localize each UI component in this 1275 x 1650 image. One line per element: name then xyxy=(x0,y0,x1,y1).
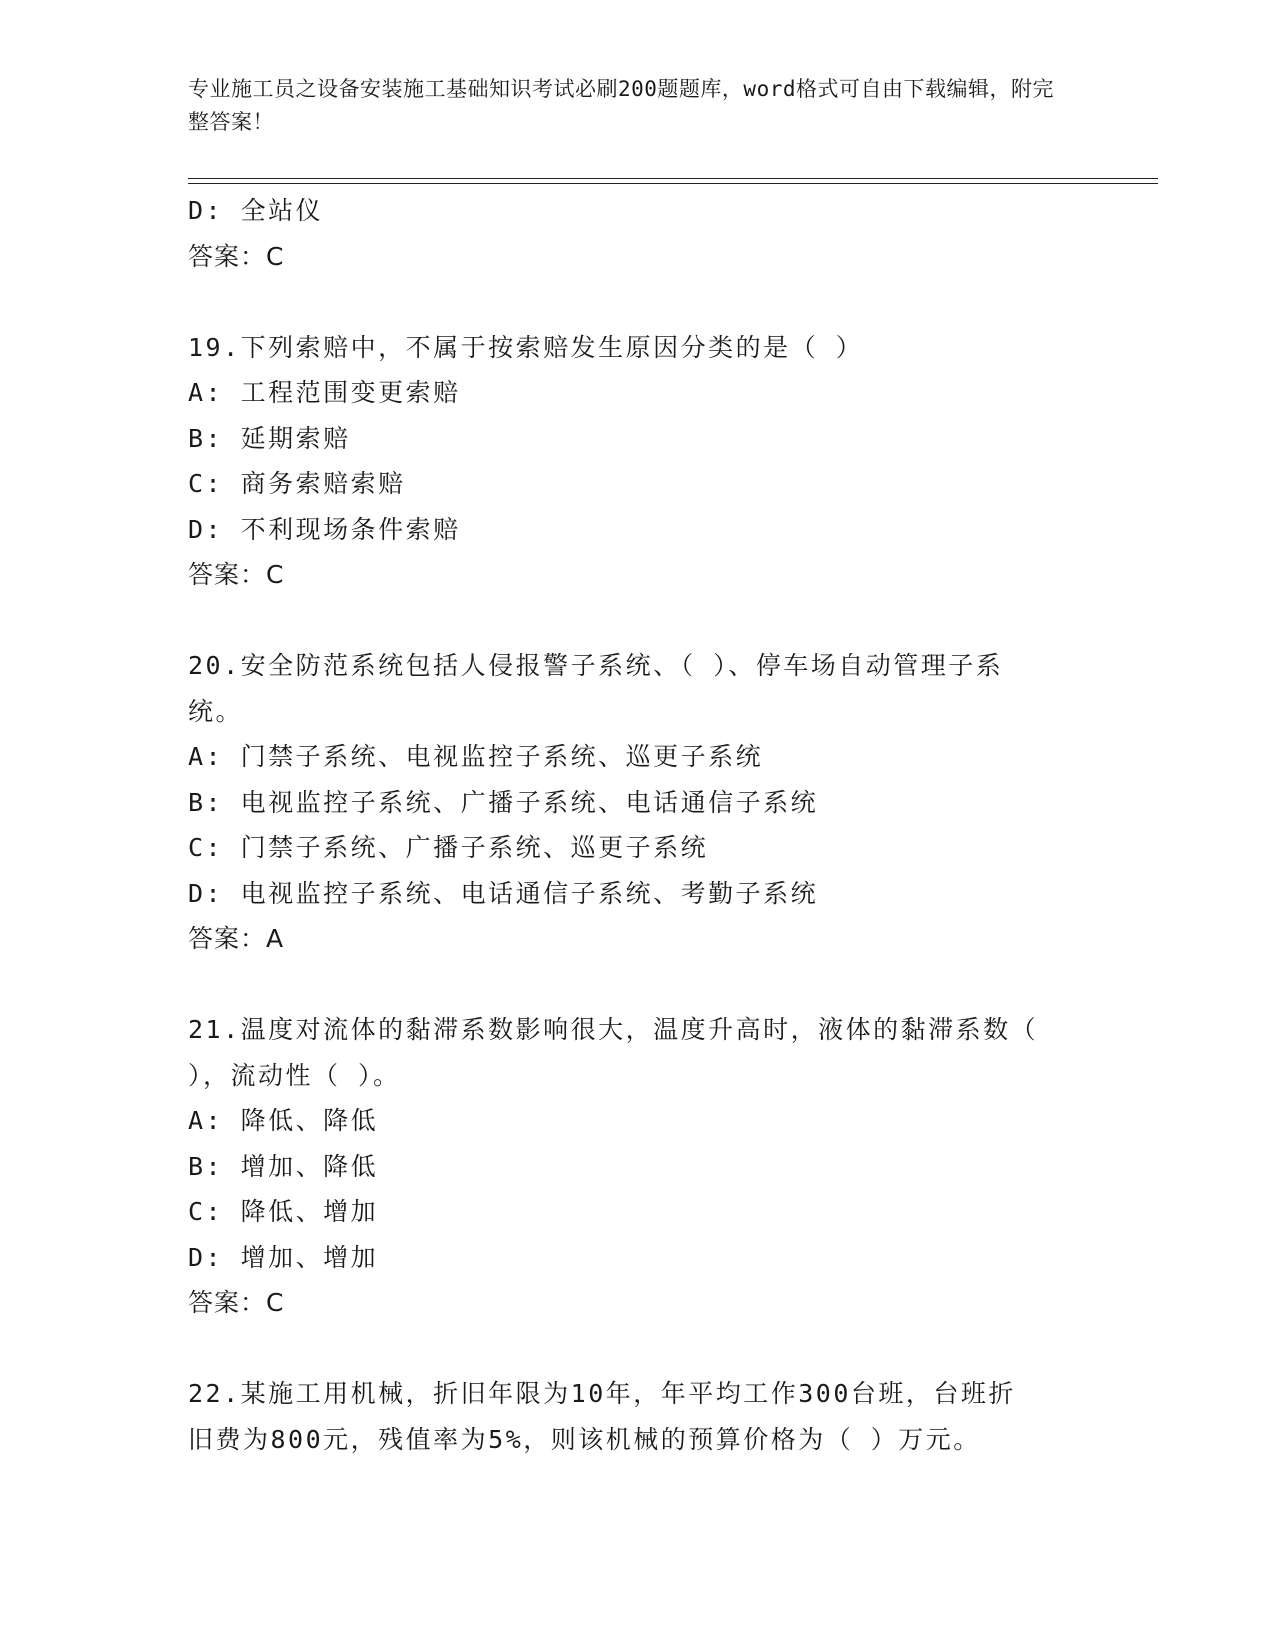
option-b: B: 电视监控子系统、广播子系统、电话通信子系统 xyxy=(188,787,819,817)
header-rule-top xyxy=(188,178,1158,179)
option-d: D: 全站仪 xyxy=(188,196,324,225)
question-stem: 19.下列索赔中，不属于按索赔发生原因分类的是（ ） xyxy=(188,332,864,362)
question-20 xyxy=(188,643,1088,962)
option-a: A: 工程范围变更索赔 xyxy=(188,378,461,407)
option-c: C: 门禁子系统、广播子系统、巡更子系统 xyxy=(188,833,709,862)
question-21 xyxy=(188,1007,1088,1326)
answer-text: 答案：C xyxy=(188,1288,285,1317)
question-content xyxy=(188,188,1088,1462)
question-stem-line2: ），流动性（ ）。 xyxy=(188,1060,401,1090)
option-a: A: 降低、降低 xyxy=(188,1106,379,1135)
question-stem-line1: 20.安全防范系统包括人侵报警子系统、（ ）、停车场自动管理子系 xyxy=(188,651,1004,680)
question-stem-line1: 21.温度对流体的黏滞系数影响很大，温度升高时，液体的黏滞系数（ xyxy=(188,1015,1039,1044)
question-22 xyxy=(188,1371,1088,1462)
header-rule-bottom xyxy=(188,183,1158,184)
question-stem-line1: 22.某施工用机械，折旧年限为10年，年平均工作300台班，台班折 xyxy=(188,1379,1016,1408)
option-c: C: 商务索赔索赔 xyxy=(188,469,406,498)
answer-text: 答案：C xyxy=(188,241,285,271)
option-a: A: 门禁子系统、电视监控子系统、巡更子系统 xyxy=(188,742,764,771)
answer-text: 答案：A xyxy=(188,924,285,953)
question-stem-line2: 旧费为800元，残值率为5%，则该机械的预算价格为（ ）万元。 xyxy=(188,1424,981,1454)
page-header: 专业施工员之设备安装施工基础知识考试必刷200题题库，word格式可自由下载编辑，附完整答案！ xyxy=(188,77,1054,134)
option-b: B: 增加、降低 xyxy=(188,1151,379,1181)
question-stem-line2: 统。 xyxy=(188,696,244,726)
option-d: D: 增加、增加 xyxy=(188,1242,379,1272)
answer-text: 答案：C xyxy=(188,560,285,589)
option-d: D: 不利现场条件索赔 xyxy=(188,514,461,544)
question-19 xyxy=(188,325,1088,598)
option-d: D: 电视监控子系统、电话通信子系统、考勤子系统 xyxy=(188,878,819,908)
option-c: C: 降低、增加 xyxy=(188,1197,379,1226)
option-b: B: 延期索赔 xyxy=(188,423,351,453)
